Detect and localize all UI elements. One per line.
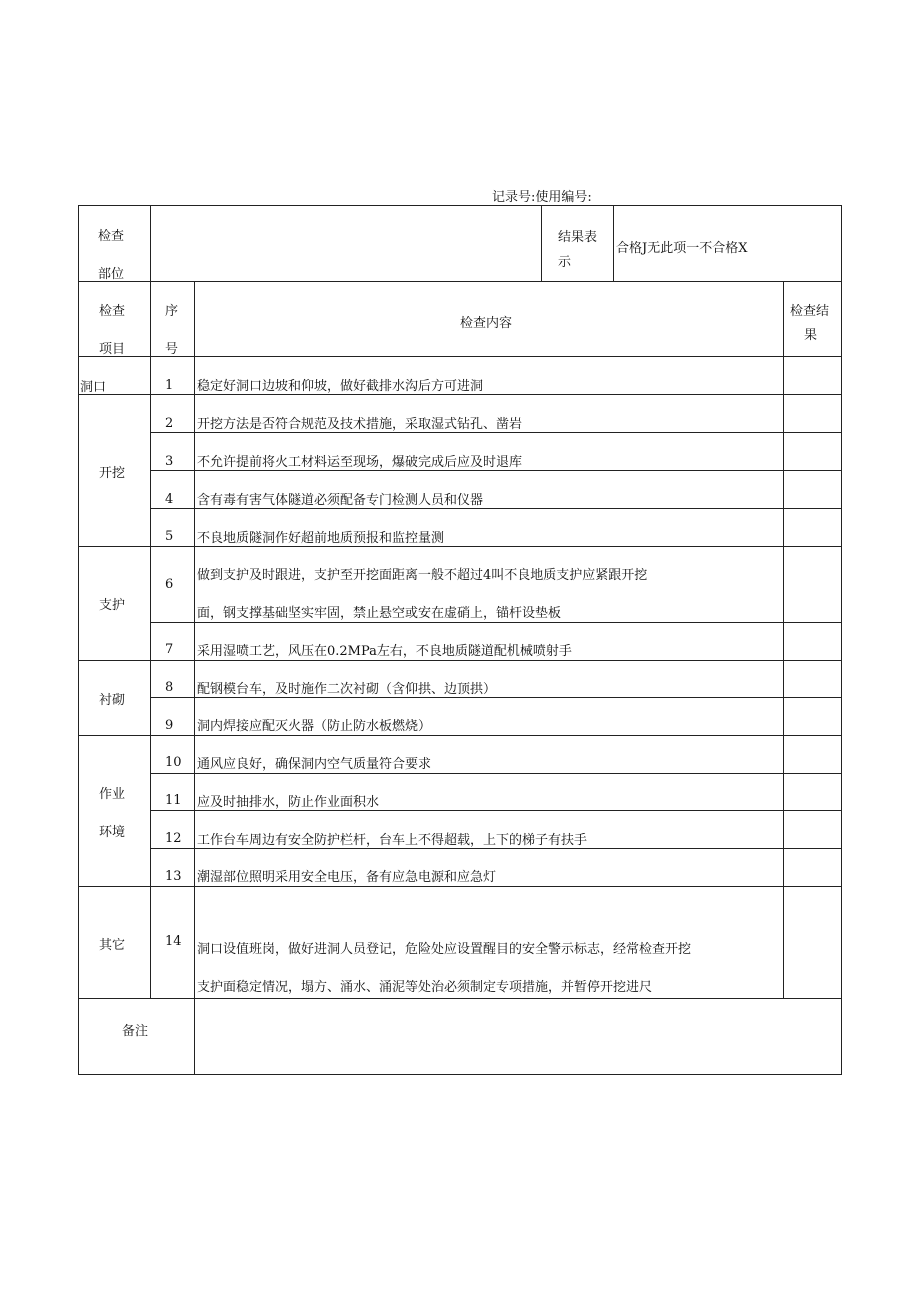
row-divider <box>150 848 842 849</box>
row-number: 14 <box>165 934 182 949</box>
check-content: 洞口设值班岗，做好进洞人员登记，危险处应设置醒目的安全警示标志，经常检查开挖 <box>197 942 692 957</box>
row-divider <box>150 432 842 433</box>
row-number: 13 <box>165 869 182 884</box>
row-divider <box>78 546 842 547</box>
category-portal: 洞口 <box>80 380 107 395</box>
column-header-result-line2: 果 <box>804 328 818 343</box>
check-part-label-line1: 检查 <box>98 229 125 244</box>
row-divider <box>78 998 842 999</box>
row-divider <box>78 281 842 282</box>
row-number: 4 <box>165 492 174 507</box>
column-divider <box>541 205 542 281</box>
row-number: 12 <box>165 831 182 846</box>
check-content: 含有毒有害气体隧道必须配备专门检测人员和仪器 <box>197 493 484 508</box>
check-content: 采用湿喷工艺，风压在0.2MPa左右，不良地质隧道配机械喷射手 <box>197 644 572 659</box>
row-divider <box>150 470 842 471</box>
result-legend: 合格J无此项一不合格X <box>616 241 748 256</box>
row-number: 10 <box>165 755 182 770</box>
check-content: 稳定好洞口边坡和仰坡，做好截排水沟后方可进洞 <box>197 379 484 394</box>
check-part-label-line2: 部位 <box>98 267 125 282</box>
column-header-result-line1: 检查结 <box>790 304 830 319</box>
row-number: 5 <box>165 529 174 544</box>
column-divider <box>783 281 784 998</box>
row-divider <box>150 810 842 811</box>
column-header-content: 检查内容 <box>460 316 513 331</box>
check-content: 做到支护及时跟进，支护至开挖面距离一般不超过4叫不良地质支护应紧跟开挖 <box>197 568 648 583</box>
check-content: 支护面稳定情况，塌方、涌水、涌泥等处治必须制定专项措施，并暂停开挖进尺 <box>197 980 653 995</box>
column-divider <box>194 281 195 1075</box>
check-content: 工作台车周边有安全防护栏杆，台车上不得超载，上下的梯子有扶手 <box>197 833 588 848</box>
check-content: 开挖方法是否符合规范及技术措施，采取湿式钻孔、凿岩 <box>197 417 523 432</box>
row-divider <box>78 356 842 357</box>
column-header-item-line1: 检查 <box>99 304 126 319</box>
check-content: 通风应良好，确保洞内空气质量符合要求 <box>197 757 432 772</box>
row-divider <box>150 622 842 623</box>
column-header-item-line2: 项目 <box>99 342 126 357</box>
check-content: 洞内焊接应配灭火器（防止防水板燃烧） <box>197 719 432 734</box>
check-content: 配钢模台车，及时施作二次衬砌（含仰拱、边顶拱） <box>197 682 497 697</box>
check-content: 面，钢支撑基础坚实牢固，禁止悬空或安在虚硝上，锚杆设垫板 <box>197 606 562 621</box>
result-display-label-line2: 示 <box>558 255 572 270</box>
column-divider <box>150 205 151 998</box>
column-header-seq-line1: 序 <box>165 304 179 319</box>
row-number: 9 <box>165 718 174 733</box>
record-number-label: 记录号:使用编号: <box>492 190 592 205</box>
row-divider <box>150 773 842 774</box>
result-display-label-line1: 结果表 <box>558 230 598 245</box>
row-divider <box>150 697 842 698</box>
row-divider <box>78 886 842 887</box>
row-divider <box>78 735 842 736</box>
check-content: 潮湿部位照明采用安全电压，备有应急电源和应急灯 <box>197 870 497 885</box>
check-content: 不良地质隧洞作好超前地质预报和监控量测 <box>197 531 445 546</box>
column-header-seq-line2: 号 <box>165 342 179 357</box>
row-number: 6 <box>165 577 174 592</box>
remarks-label: 备注 <box>122 1024 149 1039</box>
row-number: 11 <box>165 793 182 808</box>
row-number: 8 <box>165 680 174 695</box>
row-divider <box>150 508 842 509</box>
row-number: 3 <box>165 454 174 469</box>
column-divider <box>613 205 614 281</box>
check-content: 应及时抽排水，防止作业面积水 <box>197 795 380 810</box>
row-number: 7 <box>165 642 174 657</box>
row-number: 1 <box>165 378 174 393</box>
check-content: 不允许提前将火工材料运至现场，爆破完成后应及时退库 <box>197 455 523 470</box>
row-divider <box>78 394 842 395</box>
category-excavation: 开挖 <box>99 466 126 481</box>
category-other: 其它 <box>99 938 126 953</box>
row-divider <box>78 660 842 661</box>
row-number: 2 <box>165 416 174 431</box>
category-environment-line1: 作业 <box>99 787 126 802</box>
category-support: 支护 <box>99 598 126 613</box>
category-lining: 衬砌 <box>99 693 126 708</box>
category-environment-line2: 环境 <box>99 825 126 840</box>
